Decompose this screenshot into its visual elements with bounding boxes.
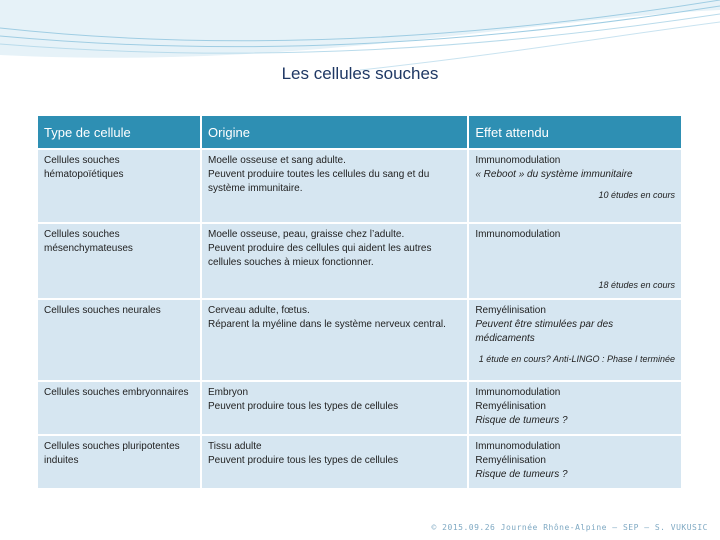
cell-effet	[469, 382, 681, 434]
cell-origine	[202, 382, 467, 434]
effet-line: Risque de tumeurs ?	[475, 469, 568, 480]
effet-line: Immunomodulation	[475, 155, 561, 166]
cell-type: Cellules souches neurales	[38, 300, 200, 380]
header-effet: Effet attendu	[469, 116, 681, 148]
stem-cells-table	[36, 114, 683, 490]
cell-type: Cellules souches pluripotentes induites	[38, 436, 200, 488]
cell-effet	[469, 436, 681, 488]
effet-line: Remyélinisation	[475, 305, 546, 316]
cell-type: Cellules souches mésenchymateuses	[38, 224, 200, 298]
cell-origine	[202, 300, 467, 380]
origine-line: Peuvent produire tous les types de cellules	[208, 455, 399, 466]
table-row	[38, 150, 681, 222]
cell-type: Cellules souches embryonnaires	[38, 382, 200, 434]
table-row	[38, 224, 681, 298]
origine-line: Peuvent produire des cellules qui aident les autres cellules souches à mieux fonctionner.	[208, 243, 432, 268]
origine-line: Réparent la myéline dans le système nerveux central.	[208, 319, 446, 330]
effet-line: Immunomodulation	[475, 387, 561, 398]
effet-line: Immunomodulation	[475, 229, 561, 240]
cell-origine	[202, 436, 467, 488]
studies-note: 18 études en cours	[598, 280, 675, 290]
cell-effet	[469, 150, 681, 222]
effet-line: Peuvent être stimulées par des médicaments	[475, 319, 614, 344]
footer-copyright: © 2015.09.26 Journée Rhône-Alpine – SEP – S. VUKUSIC	[431, 523, 708, 532]
table-row	[38, 300, 681, 380]
origine-line: Peuvent produire toutes les cellules du sang et du système immunitaire.	[208, 169, 430, 194]
effet-line: Remyélinisation	[475, 455, 546, 466]
table-row	[38, 382, 681, 434]
header-origine: Origine	[202, 116, 467, 148]
table-header-row	[38, 116, 681, 148]
effet-line: Immunomodulation	[475, 441, 561, 452]
origine-line: Cerveau adulte, fœtus.	[208, 305, 310, 316]
table-row	[38, 436, 681, 488]
studies-note: 1 étude en cours? Anti-LINGO : Phase I terminée	[478, 354, 675, 364]
origine-line: Peuvent produire tous les types de cellules	[208, 401, 399, 412]
cell-effet	[469, 224, 681, 298]
cell-type: Cellules souches hématopoïétiques	[38, 150, 200, 222]
cell-origine	[202, 224, 467, 298]
cell-effet	[469, 300, 681, 380]
origine-line: Embryon	[208, 387, 249, 398]
header-type: Type de cellule	[38, 116, 200, 148]
origine-line: Moelle osseuse, peau, graisse chez l’adulte.	[208, 229, 405, 240]
origine-line: Moelle osseuse et sang adulte.	[208, 155, 346, 166]
effet-line: « Reboot » du système immunitaire	[475, 169, 633, 180]
effet-line: Remyélinisation	[475, 401, 546, 412]
effet-line: Risque de tumeurs ?	[475, 415, 568, 426]
studies-note: 10 études en cours	[598, 190, 675, 200]
page-title: Les cellules souches	[281, 64, 439, 83]
origine-line: Tissu adulte	[208, 441, 262, 452]
cell-origine	[202, 150, 467, 222]
